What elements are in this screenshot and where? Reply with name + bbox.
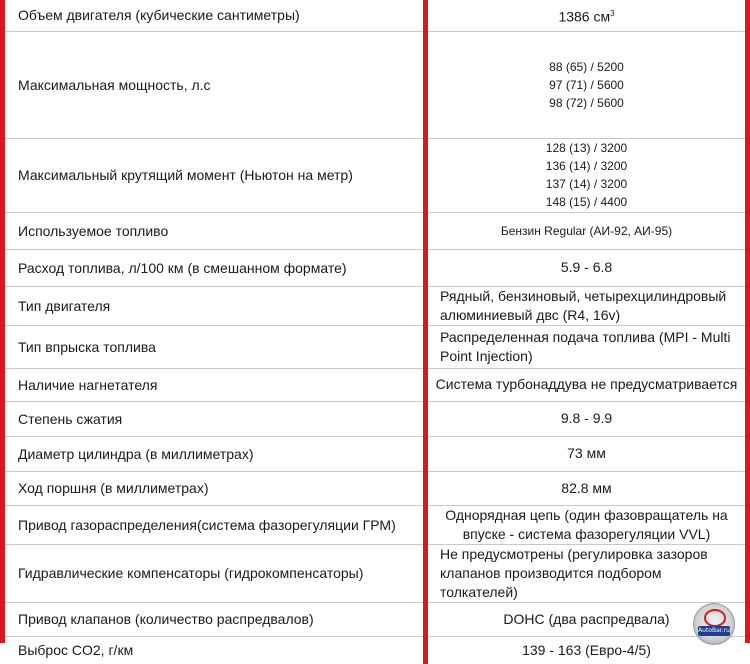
table-row bbox=[5, 505, 745, 544]
param-label: Степень сжатия bbox=[5, 401, 423, 436]
autobar-logo bbox=[693, 603, 735, 645]
param-label: Тип двигателя bbox=[5, 286, 423, 325]
param-label: Объем двигателя (кубические сантиметры) bbox=[5, 0, 423, 31]
table-row bbox=[5, 401, 745, 436]
param-value: 82.8 мм bbox=[428, 471, 745, 505]
table-row bbox=[5, 138, 745, 212]
param-value: Однорядная цепь (один фазовращатель на впуске - система фазорегуляции VVL) bbox=[428, 505, 745, 544]
table-row bbox=[5, 249, 745, 286]
table-row bbox=[5, 0, 745, 31]
param-label: Расход топлива, л/100 км (в смешанном формате) bbox=[5, 249, 423, 286]
param-label: Выброс CO2, г/км bbox=[18, 642, 134, 659]
param-value: 128 (13) / 3200 136 (14) / 3200 137 (14) / 3200 148 (15) / 4400 bbox=[428, 138, 745, 212]
param-label: Используемое топливо bbox=[5, 212, 423, 249]
param-label: Ход поршня (в миллиметрах) bbox=[5, 471, 423, 505]
table-row bbox=[5, 212, 745, 249]
param-label: Привод клапанов (количество распредвалов) bbox=[5, 602, 423, 636]
param-label: Максимальная мощность, л.с bbox=[5, 31, 423, 138]
param-value: 88 (65) / 5200 97 (71) / 5600 98 (72) / 5600 bbox=[428, 31, 745, 138]
param-value: DOHC (два распредвала) bbox=[428, 602, 745, 636]
param-value: Распределенная подача топлива (MPI - Multi Point Injection) bbox=[428, 325, 745, 368]
param-label: Наличие нагнетателя bbox=[5, 368, 423, 401]
table-row bbox=[5, 602, 745, 636]
table-row bbox=[5, 636, 745, 664]
engine-spec-table bbox=[5, 0, 745, 664]
param-label: Гидравлические компенсаторы (гидрокомпенсаторы) bbox=[5, 544, 423, 602]
table-row bbox=[5, 368, 745, 401]
table-row bbox=[5, 436, 745, 471]
table-row bbox=[5, 471, 745, 505]
param-value: 1386 $см^3$ bbox=[428, 0, 745, 31]
param-label: Привод газораспределения(система фазорегуляции ГРМ) bbox=[5, 505, 423, 544]
logo-ring-icon bbox=[704, 609, 726, 627]
table-row bbox=[5, 544, 745, 602]
table-row bbox=[5, 325, 745, 368]
table-row bbox=[5, 31, 745, 138]
logo-text: AutoBar.ru bbox=[698, 627, 730, 634]
param-label: Максимальный крутящий момент (Ньютон на метр) bbox=[5, 138, 423, 212]
param-label: Диаметр цилиндра (в миллиметрах) bbox=[5, 436, 423, 471]
param-value: 9.8 - 9.9 bbox=[428, 401, 745, 436]
param-value: 5.9 - 6.8 bbox=[428, 249, 745, 286]
param-value: 73 мм bbox=[428, 436, 745, 471]
param-label: Тип впрыска топлива bbox=[5, 325, 423, 368]
table-row bbox=[5, 286, 745, 325]
param-value: Бензин Regular (АИ-92, АИ-95) bbox=[428, 212, 745, 249]
param-value: Система турбонаддува не предусматривается bbox=[428, 368, 745, 401]
param-value: Рядный, бензиновый, четырехцилиндровый алюминиевый двс (R4, 16v) bbox=[428, 286, 745, 325]
table-frame-right bbox=[745, 0, 750, 643]
param-value: Не предусмотрены (регулировка зазоров клапанов производится подбором толкателей) bbox=[428, 544, 745, 602]
param-value: 139 - 163 (Евро-4/5) bbox=[522, 641, 651, 658]
